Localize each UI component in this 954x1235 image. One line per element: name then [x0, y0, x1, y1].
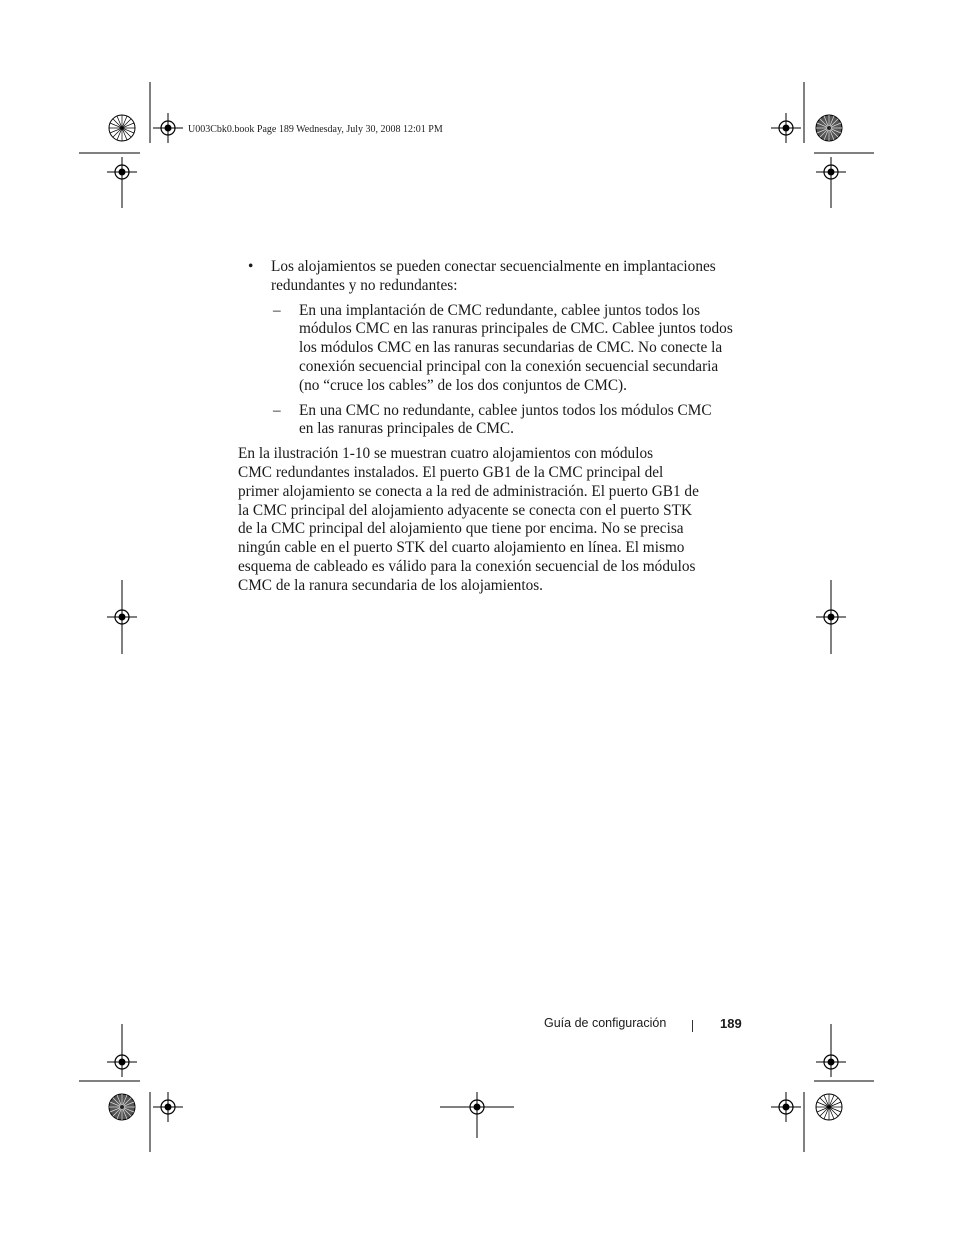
- text-line: la CMC principal del alojamiento adyacente se conecta con el puerto STK: [238, 501, 693, 519]
- bullet-marker: •: [248, 258, 254, 275]
- registration-mark-icon: [153, 1092, 183, 1122]
- page-body: [238, 258, 738, 596]
- text-line: redundantes y no redundantes:: [271, 276, 458, 294]
- color-wheel-icon: [109, 115, 135, 141]
- text-line: Los alojamientos se pueden conectar secuencialmente en implantaciones: [271, 258, 716, 275]
- text-line: CMC de la ranura secundaria de los alojamientos.: [238, 576, 543, 594]
- color-wheel-icon: [816, 115, 842, 141]
- dash-marker: –: [273, 401, 281, 419]
- text-line: En la ilustración 1-10 se muestran cuatro alojamientos con módulos: [238, 445, 654, 463]
- footer-divider: [692, 1020, 693, 1032]
- page-footer: [0, 1016, 954, 1036]
- text-line: En una CMC no redundante, cablee juntos todos los módulos CMC: [299, 401, 712, 419]
- text-line: CMC redundantes instalados. El puerto GB1 de la CMC principal del: [238, 463, 664, 481]
- color-wheel-icon: [816, 1094, 842, 1120]
- text-line: en las ranuras principales de CMC.: [299, 420, 514, 438]
- text-line: ningún cable en el puerto STK del cuarto alojamiento en línea. El mismo: [238, 539, 685, 557]
- text-line: primer alojamiento se conecta a la red de administración. El puerto GB1 de: [238, 482, 699, 500]
- bullet-item: [238, 258, 738, 296]
- registration-mark-icon: [771, 1092, 801, 1122]
- page-number: 189: [720, 1016, 742, 1031]
- color-wheel-icon: [109, 1094, 135, 1120]
- text-line: En una implantación de CMC redundante, cablee juntos todos los: [299, 301, 701, 319]
- text-line: conexión secuencial principal con la conexión secuencial secundaria: [299, 357, 719, 375]
- text-line: los módulos CMC en las ranuras secundarias de CMC. No conecte la: [299, 339, 723, 357]
- registration-mark-icon: [771, 113, 801, 143]
- footer-title: Guía de configuración: [544, 1016, 667, 1030]
- dash-marker: –: [273, 301, 281, 319]
- text-line: de la CMC principal del alojamiento que tiene por encima. No se precisa: [238, 520, 684, 538]
- text-line: esquema de cableado es válido para la conexión secuencial de los módulos: [238, 557, 696, 575]
- text-line: (no “cruce los cables” de los dos conjuntos de CMC).: [299, 376, 627, 394]
- sub-item: [238, 402, 738, 440]
- sub-list: [238, 302, 738, 440]
- registration-mark-icon: [153, 113, 183, 143]
- print-slug: U003Cbk0.book Page 189 Wednesday, July 30, 2008 12:01 PM: [188, 124, 443, 135]
- sub-item: [238, 302, 738, 396]
- body-paragraph: [238, 445, 738, 595]
- text-line: módulos CMC en las ranuras principales de CMC. Cablee juntos todos: [299, 320, 733, 338]
